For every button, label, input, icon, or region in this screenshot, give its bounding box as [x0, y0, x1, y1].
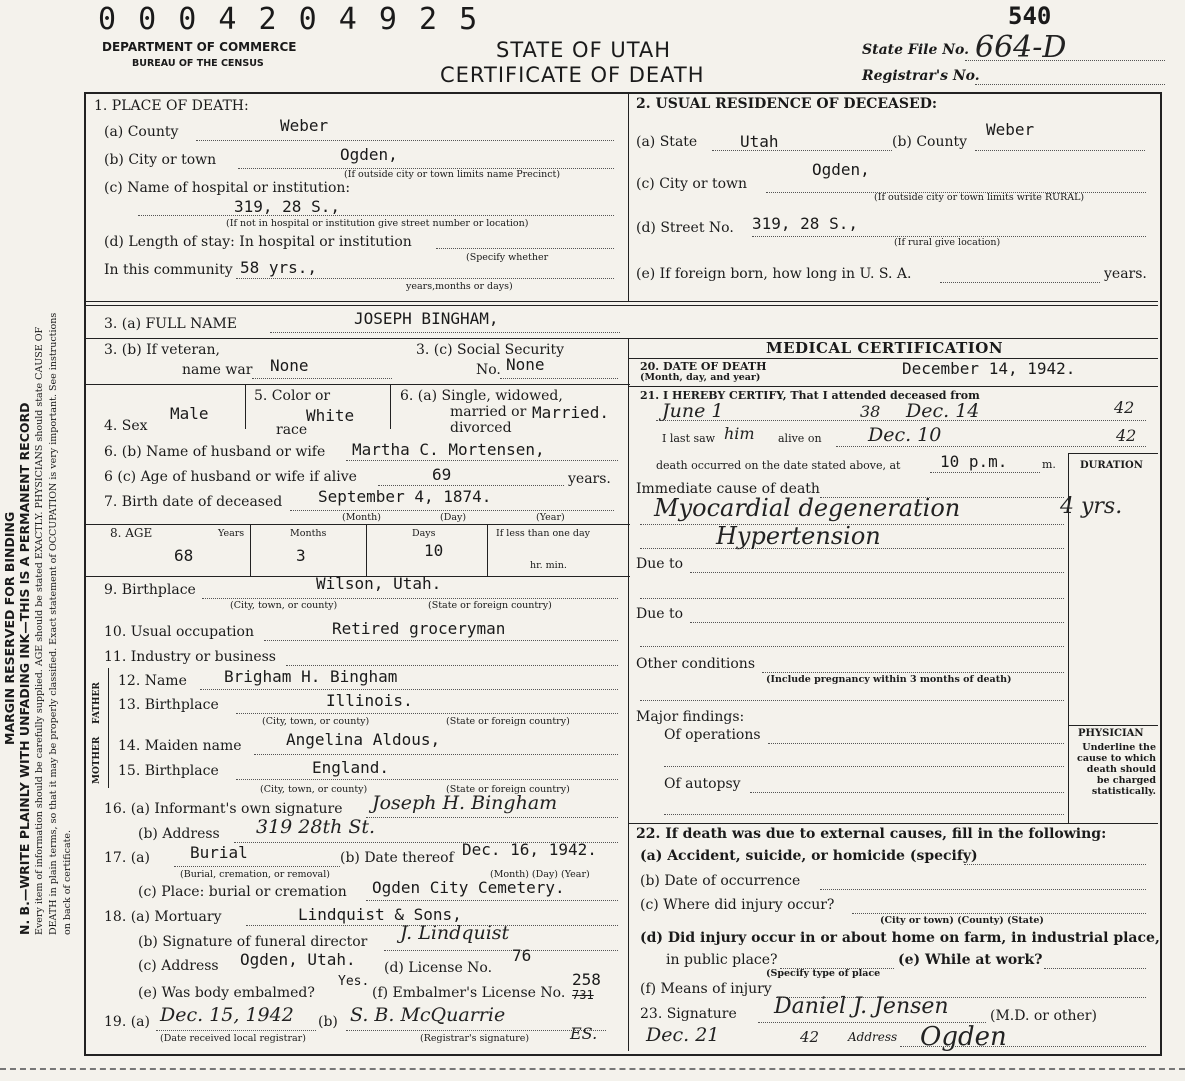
- physician-title: PHYSICIAN: [1078, 728, 1144, 739]
- last-saw-year: 42: [1116, 426, 1137, 445]
- last-saw-alive-label: alive on: [778, 432, 822, 445]
- spouse-age-label: 6 (c) Age of husband or wife if alive: [104, 469, 357, 485]
- informant-sig-label: 16. (a) Informant's own signature: [104, 801, 343, 817]
- res-county-label: (b) County: [892, 134, 968, 150]
- death-date-label: 20. DATE OF DEATH: [640, 360, 767, 373]
- age-days-col: Days: [412, 528, 436, 539]
- stamp-number: 540: [1008, 2, 1052, 30]
- hospital-value: 319, 28 S.,: [234, 197, 340, 216]
- res-county-value: Weber: [986, 120, 1035, 139]
- age-days-value: 10: [424, 541, 444, 560]
- death-time-value: 10 p.m.: [940, 452, 1008, 471]
- occupation-label: 10. Usual occupation: [104, 624, 254, 640]
- father-side-label: FATHER: [92, 682, 102, 724]
- embalmer-license-value: 258: [572, 970, 601, 989]
- marital-value: Married.: [532, 403, 610, 422]
- mother-state-note: (State or foreign country): [446, 784, 570, 795]
- immediate-cause-label: Immediate cause of death: [636, 481, 820, 497]
- father-birthplace-label: 13. Birthplace: [118, 697, 219, 713]
- social-security-value: None: [506, 355, 545, 374]
- marital-label: 6. (a) Single, widowed,: [400, 388, 563, 404]
- father-state-note: (State or foreign country): [446, 716, 570, 727]
- mother-name-label: 14. Maiden name: [118, 738, 242, 754]
- mortuary-value: Lindquist & Sons,: [298, 905, 462, 924]
- full-name-label: 3. (a) FULL NAME: [104, 316, 237, 332]
- place-of-death-title: 1. PLACE OF DEATH:: [94, 98, 249, 114]
- community-label: In this community: [104, 262, 233, 278]
- age-years-col: Years: [218, 528, 245, 539]
- department-label: DEPARTMENT OF COMMERCE: [102, 40, 297, 54]
- birth-date-value: September 4, 1874.: [318, 487, 492, 506]
- serial-number: 0 0 0 4 2 0 4 9 2 5: [98, 2, 480, 37]
- margin-instructions-line3: on back of certificate.: [62, 829, 73, 935]
- embalmed-value: Yes.: [338, 974, 370, 989]
- occurrence-date-label: (b) Date of occurrence: [640, 873, 801, 889]
- county-label: (a) County: [104, 124, 179, 140]
- res-street-value: 319, 28 S.,: [752, 214, 858, 233]
- spouse-age-value: 69: [432, 465, 452, 484]
- margin-write-plainly-text: N. B.—WRITE PLAINLY WITH UNFADING INK—THIS IS A PERMANENT RECORD: [17, 402, 32, 935]
- color-label: 5. Color or: [254, 388, 331, 404]
- funeral-director-label: (b) Signature of funeral director: [138, 934, 368, 950]
- license-label: (d) License No.: [384, 960, 493, 976]
- address-label: Address: [848, 1030, 898, 1044]
- state-title: STATE OF UTAH: [496, 38, 672, 62]
- major-findings-label: Major findings:: [636, 709, 745, 725]
- embalmer-license-old: 731: [572, 988, 594, 1002]
- attended-from-date: June 1: [662, 400, 724, 422]
- mother-birthplace-label: 15. Birthplace: [118, 763, 219, 779]
- attended-to-year: 42: [1114, 398, 1135, 417]
- mother-side-label: MOTHER: [92, 736, 102, 784]
- medical-title: MEDICAL CERTIFICATION: [766, 339, 1004, 357]
- residence-title: 2. USUAL RESIDENCE OF DECEASED:: [636, 96, 938, 112]
- age-months-value: 3: [296, 546, 306, 565]
- birth-day-note: (Day): [440, 512, 467, 523]
- res-street-label: (d) Street No.: [636, 220, 734, 236]
- accident-label: (a) Accident, suicide, or homicide (specify): [640, 848, 978, 864]
- occurred-label: death occurred on the date stated above, at: [656, 459, 901, 472]
- race-label: race: [276, 422, 308, 438]
- city-value: Ogden,: [340, 145, 398, 164]
- spouse-years-label: years.: [568, 471, 611, 487]
- specify-note: (Specify whether: [466, 252, 549, 263]
- res-city-value: Ogden,: [812, 160, 870, 179]
- secondary-cause-value: Hypertension: [716, 522, 881, 550]
- res-street-note: (If rural give location): [894, 237, 1001, 248]
- mother-birthplace-value: England.: [312, 758, 390, 777]
- mortuary-label: 18. (a) Mortuary: [104, 909, 222, 925]
- death-time-m-label: m.: [1042, 458, 1056, 471]
- last-saw-date: Dec. 10: [868, 424, 942, 446]
- physician-note: Underline the cause to which death should be charged statistically.: [1077, 742, 1156, 797]
- hospital-label: (c) Name of hospital or institution:: [104, 180, 351, 196]
- immediate-cause-value: Myocardial degeneration: [654, 494, 961, 522]
- age-less-day-col: If less than one day: [496, 528, 591, 539]
- sex-value: Male: [170, 404, 209, 423]
- injury-where-label: (c) Where did injury occur?: [640, 897, 835, 913]
- full-name-value: JOSEPH BINGHAM,: [354, 309, 499, 328]
- last-saw-pronoun: him: [724, 424, 755, 443]
- specify-place-note: (Specify type of place: [766, 968, 881, 979]
- registrar-number-label: Registrar's No.: [862, 68, 980, 84]
- operations-label: Of operations: [664, 727, 761, 743]
- due-to-label-1: Due to: [636, 556, 684, 572]
- funeral-director-signature: J. Lindquist: [400, 922, 510, 944]
- burial-place-label: (c) Place: burial or cremation: [138, 884, 347, 900]
- hospital-note: (If not in hospital or institution give street number or location): [226, 218, 529, 229]
- birth-month-note: (Month): [342, 512, 381, 523]
- sex-label: 4. Sex: [104, 418, 148, 434]
- registrar-date-note: (Date received local registrar): [160, 1033, 306, 1044]
- certify-text: 21. I HEREBY CERTIFY, That I attended deceased from: [640, 389, 980, 402]
- community-value: 58 yrs.,: [240, 258, 318, 277]
- injury-home-label: (d) Did injury occur in or about home on farm, in industrial place,: [640, 930, 1160, 946]
- county-value: Weber: [280, 116, 329, 135]
- duration-label: DURATION: [1080, 460, 1143, 471]
- birthplace-value: Wilson, Utah.: [316, 574, 442, 593]
- disposal-label: 17. (a): [104, 850, 150, 866]
- color-value: White: [306, 406, 355, 425]
- attended-to-date: Dec. 14: [906, 400, 980, 422]
- signature-label: 23. Signature: [640, 1006, 737, 1022]
- res-city-note: (If outside city or town limits write RURAL): [874, 192, 1085, 203]
- embalmed-label: (e) Was body embalmed?: [138, 985, 315, 1001]
- physician-signature: Daniel J. Jensen: [774, 994, 949, 1019]
- burial-date-note: (Month) (Day) (Year): [490, 869, 590, 880]
- state-file-value: 664-D: [975, 30, 1067, 65]
- occupation-value: Retired groceryman: [332, 619, 506, 638]
- license-value: 76: [512, 946, 532, 965]
- signature-date: Dec. 21: [646, 1024, 720, 1046]
- age-years-value: 68: [174, 546, 194, 565]
- burial-date-value: Dec. 16, 1942.: [462, 840, 597, 859]
- father-birthplace-value: Illinois.: [326, 691, 413, 710]
- veteran-value: None: [270, 356, 309, 375]
- bottom-perforation: [0, 1068, 1185, 1070]
- social-security-label: 3. (c) Social Security: [416, 342, 565, 358]
- other-conditions-label: Other conditions: [636, 656, 756, 672]
- registrar-date-label: 19. (a): [104, 1014, 150, 1030]
- md-label: (M.D. or other): [990, 1008, 1097, 1024]
- spouse-value: Martha C. Mortensen,: [352, 440, 545, 459]
- father-city-note: (City, town, or county): [262, 716, 370, 727]
- cause-duration-value: 4 yrs.: [1060, 494, 1123, 519]
- signature-year: 42: [800, 1028, 820, 1046]
- res-foreign-label: (e) If foreign born, how long in U. S. A.: [636, 266, 912, 282]
- physician-address: Ogden: [920, 1022, 1007, 1052]
- community-note: years,months or days): [406, 281, 513, 292]
- margin-instructions-line1: Every item of information should be carefully supplied. AGE should be stated EXACTLY. PHYSICIANS should state CAUSE OF: [34, 326, 45, 935]
- res-city-label: (c) City or town: [636, 176, 748, 192]
- age-label: 8. AGE: [110, 526, 153, 540]
- embalmer-license-label: (f) Embalmer's License No.: [372, 985, 566, 1001]
- while-at-work-label: (e) While at work?: [898, 952, 1043, 968]
- mother-name-value: Angelina Aldous,: [286, 730, 441, 749]
- public-place-label: in public place?: [666, 952, 778, 968]
- registrar-sig-note: (Registrar's signature): [420, 1033, 530, 1044]
- industry-label: 11. Industry or business: [104, 649, 276, 665]
- margin-binding-text: MARGIN RESERVED FOR BINDING: [2, 511, 17, 745]
- disposal-note: (Burial, cremation, or removal): [180, 869, 330, 880]
- marital-married-label: married or: [450, 404, 527, 420]
- bureau-label: BUREAU OF THE CENSUS: [132, 58, 264, 69]
- age-months-col: Months: [290, 528, 327, 539]
- certificate-title: CERTIFICATE OF DEATH: [440, 63, 705, 87]
- veteran-label: 3. (b) If veteran,: [104, 342, 220, 358]
- margin-instructions-line2: DEATH in plain terms, so that it may be properly classified. Exact statement of OCCUPATION is very important. See instructions: [48, 312, 59, 935]
- marital-divorced-label: divorced: [450, 420, 512, 436]
- other-conditions-note: (Include pregnancy within 3 months of death): [766, 674, 1012, 685]
- registrar-sig-label: (b): [318, 1014, 338, 1030]
- registrar-date-value: Dec. 15, 1942: [160, 1004, 294, 1026]
- birth-year-note: (Year): [536, 512, 565, 523]
- informant-address-value: 319 28th St.: [256, 816, 376, 838]
- res-state-value: Utah: [740, 132, 779, 151]
- registrar-signature: S. B. McQuarrie: [350, 1004, 506, 1026]
- registrar-mark: ES.: [570, 1024, 598, 1043]
- veteran-war-label: name war: [182, 362, 253, 378]
- due-to-label-2: Due to: [636, 606, 684, 622]
- burial-place-value: Ogden City Cemetery.: [372, 878, 565, 897]
- city-note: (If outside city or town limits name Precinct): [344, 169, 561, 180]
- death-date-note: (Month, day, and year): [640, 372, 761, 383]
- father-name-value: Brigham H. Bingham: [224, 667, 398, 686]
- social-security-no-label: No.: [476, 362, 501, 378]
- res-state-label: (a) State: [636, 134, 698, 150]
- res-years-label: years.: [1104, 266, 1147, 282]
- informant-address-label: (b) Address: [138, 826, 220, 842]
- autopsy-label: Of autopsy: [664, 776, 741, 792]
- birthplace-label: 9. Birthplace: [104, 582, 196, 598]
- birthplace-state-note: (State or foreign country): [428, 600, 552, 611]
- last-saw-label: I last saw: [662, 432, 716, 445]
- mother-city-note: (City, town, or county): [260, 784, 368, 795]
- mortuary-address-value: Ogden, Utah.: [240, 950, 356, 969]
- external-causes-label: 22. If death was due to external causes, fill in the following:: [636, 826, 1107, 842]
- mortuary-address-label: (c) Address: [138, 958, 219, 974]
- burial-date-label: (b) Date thereof: [340, 850, 454, 866]
- spouse-label: 6. (b) Name of husband or wife: [104, 444, 326, 460]
- informant-signature: Joseph H. Bingham: [372, 792, 558, 814]
- disposal-value: Burial: [190, 843, 248, 862]
- birth-date-label: 7. Birth date of deceased: [104, 494, 283, 510]
- city-label: (b) City or town: [104, 152, 217, 168]
- father-name-label: 12. Name: [118, 673, 187, 689]
- stay-label: (d) Length of stay: In hospital or institution: [104, 234, 412, 250]
- birthplace-city-note: (City, town, or county): [230, 600, 338, 611]
- attended-from-year: 38: [860, 402, 881, 421]
- age-hr-min: hr. min.: [530, 560, 567, 571]
- state-file-label: State File No.: [862, 42, 970, 58]
- means-of-injury-label: (f) Means of injury: [640, 981, 772, 997]
- injury-where-note: (City or town) (County) (State): [880, 915, 1044, 926]
- death-date-value: December 14, 1942.: [902, 359, 1076, 378]
